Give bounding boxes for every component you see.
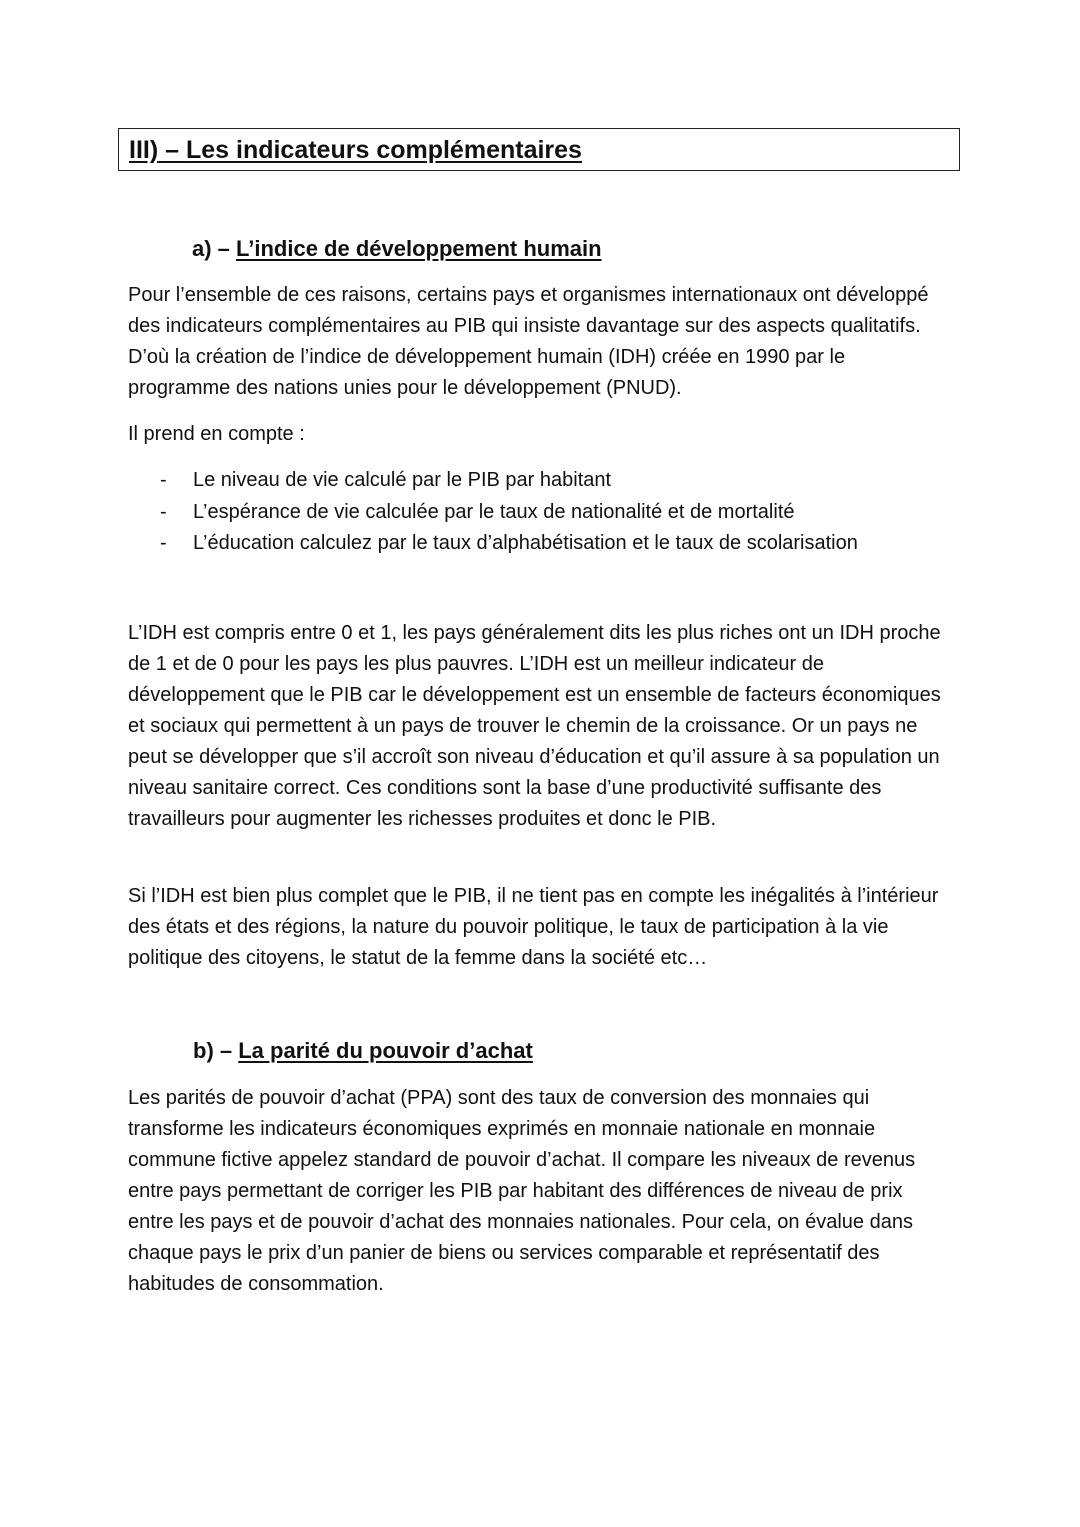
ppa-paragraph: Les parités de pouvoir d’achat (PPA) sont des taux de conversion des monnaies qui transforme les indicateurs économiques exprimés en monnaie nationale en monnaie commune fictive appelez standard de pouvoir d’achat. Il compare les niveaux de revenus entre pays permettant de corriger les PIB par habitant des différences de niveau de prix entre les pays et de pouvoir d’achat des monnaies nationales. Pour cela, on évalue dans chaque pays le prix d’un panier de biens ou services comparable et représentatif des habitudes de consommation. — [128, 1087, 916, 1295]
list-item — [160, 497, 950, 529]
bullet-dash: - — [160, 532, 167, 554]
section-title-text: Les indicateurs complémentaires — [185, 136, 582, 164]
idh-explanation-paragraph: L’IDH est compris entre 0 et 1, les pays généralement dits les plus riches ont un IDH proche de 1 et de 0 pour les pays les plus pauvres. L’IDH est un meilleur indicateur de développement que le PIB car le développement est un ensemble de facteurs économiques et sociaux qui permettent à un pays de trouver le chemin de la croissance. Or un pays ne peut se développer que s’il accroît son niveau d’éducation et qu’il assure à sa population un niveau sanitaire correct. Ces conditions sont la base d’une productivité suffisante des travailleurs pour augmenter les richesses produites et donc le PIB. — [128, 622, 941, 830]
section-title-box — [118, 128, 960, 171]
list-item — [160, 528, 950, 560]
list-item-text: Le niveau de vie calculé par le PIB par habitant — [193, 469, 612, 491]
bullet-dash: - — [160, 500, 167, 523]
list-item-text: L’éducation calculez par le taux d’alphabétisation et le taux de scolarisation — [193, 532, 858, 554]
idh-limits-paragraph: Si l’IDH est bien plus complet que le PIB, il ne tient pas en compte les inégalités à l’intérieur des états et des régions, la nature du pouvoir politique, le taux de participation à la vie politique des citoyens, le statut de la femme dans la société etc… — [128, 885, 939, 969]
subsection-b-label: b) — [193, 1038, 214, 1063]
subsection-b-heading — [193, 1036, 533, 1066]
idh-intro-paragraph: Pour l’ensemble de ces raisons, certains pays et organismes internationaux ont développé des indicateurs complémentaires au PIB qui insiste davantage sur des aspects qualitatifs. D’où la création de l’indice de développement humain (IDH) créée en 1990 par le programme des nations unies pour le développement (PNUD). — [128, 284, 929, 399]
section-number: III) – — [129, 136, 186, 164]
subsection-a-heading — [192, 234, 602, 264]
bullet-dash: - — [160, 469, 167, 491]
list-item — [160, 465, 950, 497]
idh-criteria-list — [160, 465, 950, 560]
subsection-a-title: L’indice de développement humain — [236, 236, 602, 261]
subsection-a-label: a) — [192, 236, 212, 261]
section-title — [129, 134, 582, 166]
list-item-text: L’espérance de vie calculée par le taux de nationalité et de mortalité — [193, 500, 795, 523]
subsection-a-separator: – — [211, 236, 237, 261]
idh-list-lead: Il prend en compte : — [128, 423, 305, 445]
subsection-b-separator: – — [213, 1038, 239, 1063]
subsection-b-title: La parité du pouvoir d’achat — [238, 1038, 533, 1063]
